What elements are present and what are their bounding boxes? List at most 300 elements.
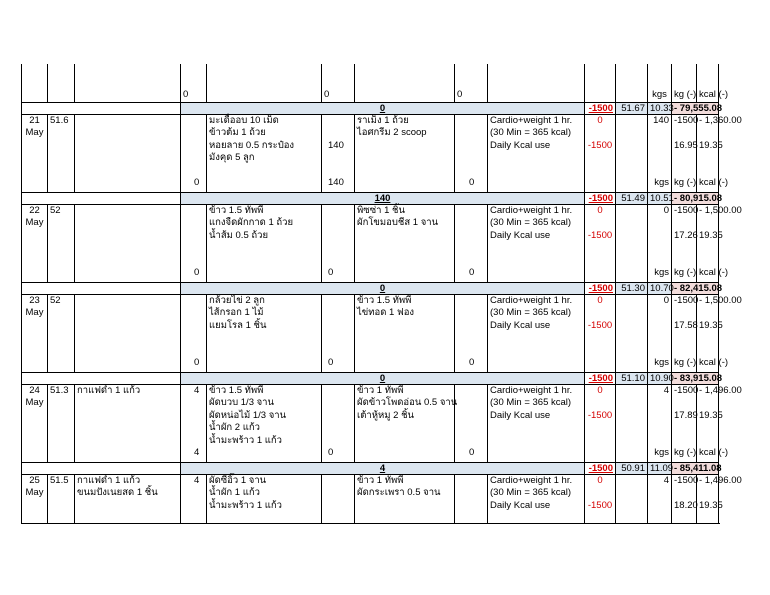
dinner-item: พิซซ่า 1 ชิ้น (357, 205, 405, 216)
kcal-deficit: -1500 (674, 385, 699, 396)
cell-line: kg (-) (674, 88, 697, 100)
lunch-item: น้ำมะพร้าว 1 แก้ว (209, 434, 282, 446)
kcal-cell (697, 115, 742, 193)
cell-line (674, 152, 694, 164)
kcal-in: 4 (663, 475, 669, 486)
summary-blank (22, 463, 181, 475)
date-cell (22, 475, 48, 524)
kg-per-day: 17.26 (674, 229, 698, 241)
cell-line (328, 205, 352, 217)
cell-line (674, 422, 694, 434)
exercise-kcal: 0 (597, 295, 603, 306)
summary-blank (22, 103, 181, 115)
lunch-item: ข้าว 1.5 ทัพพี (209, 385, 264, 396)
dinner-cell (355, 115, 455, 193)
lunch-item: มะเดื่ออบ 10 เม็ด (209, 115, 279, 126)
dinner-item: ข้าว 1 ทัพพี (357, 475, 404, 486)
cell-line (699, 217, 716, 229)
dinner-cell (355, 205, 455, 283)
kcal-net: - 1,500.00 (699, 295, 742, 306)
kcal-rate: 19.35 (699, 409, 723, 421)
date-cell (22, 115, 48, 193)
dinner-total-value: 0 (469, 176, 475, 188)
kcal-unit: kcal (-) (699, 266, 729, 278)
cell-line (328, 332, 352, 344)
breakfast-cell (75, 475, 181, 524)
cell-line (194, 242, 204, 254)
kcal-cell (697, 295, 742, 373)
cell-line (650, 64, 669, 76)
lunch-total (322, 385, 355, 463)
dinner-cell (355, 475, 455, 524)
exercise-cell (488, 295, 585, 373)
cell-line (324, 76, 352, 88)
kgs-cell (648, 295, 672, 373)
weight-cell (48, 295, 75, 373)
cell-line (650, 422, 669, 434)
cell-line (328, 345, 352, 357)
lunch-total-value: 0 (328, 446, 334, 458)
weight-value: 51.3 (50, 385, 69, 396)
cell-line: kgs (652, 88, 667, 100)
cell-line (699, 487, 716, 499)
dinner-total (455, 295, 488, 373)
breakfast-total (181, 475, 207, 524)
cell-line (469, 217, 485, 229)
lunch-total (322, 64, 355, 103)
cell-line (469, 397, 485, 409)
summary-kgs: 50.91 (616, 463, 648, 475)
cell-line (194, 165, 204, 177)
cell-line (469, 165, 485, 177)
dinner-item: ข้าว 1 ทัพพี (357, 385, 404, 396)
cell-line (650, 332, 669, 344)
cell-line (469, 295, 485, 307)
kg-per-day: 17.89 (674, 409, 698, 421)
cell-line (674, 127, 694, 139)
summary-total-band: 4 (181, 463, 585, 475)
lunch-item: น้ำผัก 2 แก้ว (209, 422, 260, 434)
cell-line (457, 76, 485, 88)
cell-line (650, 152, 669, 164)
summary-kgs: 51.10 (616, 373, 648, 385)
empty-cell (616, 385, 648, 463)
kcal-rate: 19.35 (699, 139, 723, 151)
exercise-value (585, 64, 616, 103)
summary-total-band: 0 (181, 283, 585, 295)
cell-line (650, 307, 669, 319)
cell-line: kcal (-) (699, 88, 729, 100)
lunch-item: ข้าวต้ม 1 ถ้วย (209, 127, 266, 139)
cell-line (328, 230, 352, 242)
kcal-net: - 1,360.00 (699, 115, 742, 126)
cell-line (650, 435, 669, 447)
cell-line (674, 217, 694, 229)
exercise-cell (488, 115, 585, 193)
cell-line (699, 152, 716, 164)
breakfast-total-value: 4 (194, 446, 200, 458)
cell-line (699, 332, 716, 344)
breakfast-total-value: 0 (194, 176, 200, 188)
cell-line (587, 217, 613, 229)
cell-line (328, 152, 352, 164)
cell-line (194, 345, 204, 357)
breakfast-cell (75, 64, 181, 103)
cell-line (469, 205, 485, 217)
cell-line (194, 410, 204, 422)
cell-line (699, 255, 716, 267)
exercise-line: (30 Min = 365 kcal) (490, 217, 572, 229)
breakfast-item: กาแฟดำ 1 แก้ว (77, 475, 141, 486)
day-number: 22 (29, 205, 40, 216)
dinner-item: ผักโขมอบชีส 1 จาน (357, 217, 439, 229)
kcal-unit: kcal (-) (699, 446, 729, 458)
kgs-unit: kgs (654, 266, 669, 278)
kg-unit (672, 64, 697, 103)
cell-line (194, 435, 204, 447)
cell-line (650, 76, 669, 88)
cell-line (324, 64, 352, 76)
cell-line (469, 242, 485, 254)
kcal-in: 0 (663, 295, 669, 306)
dinner-total-value: 0 (469, 446, 475, 458)
breakfast-cell (75, 295, 181, 373)
day-row (22, 475, 719, 524)
exercise-line: Cardio+weight 1 hr. (490, 295, 573, 306)
exercise-kcal: 0 (597, 475, 603, 486)
lunch-total (322, 205, 355, 283)
cell-line (650, 397, 669, 409)
exercise-line: Cardio+weight 1 hr. (490, 205, 573, 216)
cell-line (699, 127, 716, 139)
lunch-cell (207, 64, 322, 103)
cell-line (674, 345, 694, 357)
exercise-line: Daily Kcal use (490, 409, 551, 421)
cell-line (194, 127, 204, 139)
cell-line (650, 500, 669, 512)
day-row (22, 295, 719, 373)
cell-line (650, 127, 669, 139)
kcal-net: - 1,496.00 (699, 475, 742, 486)
cell-line (587, 397, 613, 409)
cell-line (469, 385, 485, 397)
day-number: 24 (29, 385, 40, 396)
exercise-value (585, 475, 616, 524)
cell-line (469, 410, 485, 422)
breakfast-total (181, 115, 207, 193)
exercise-line: Daily Kcal use (490, 499, 551, 511)
cell-line (194, 217, 204, 229)
dinner-cell (355, 385, 458, 463)
breakfast-total-value: 0 (194, 356, 200, 368)
cell-line (194, 307, 204, 319)
lunch-item: น้ำผัก 1 แก้ว (209, 487, 260, 499)
cell-line (699, 397, 716, 409)
summary-kcal: - 83,915.08 (672, 373, 719, 385)
breakfast-cell (75, 205, 181, 283)
exercise-kcal: 0 (597, 385, 603, 396)
cell-line (469, 152, 485, 164)
cell-line (194, 115, 204, 127)
empty-cell (616, 64, 648, 103)
summary-kgs: 51.49 (616, 193, 648, 205)
cell-line (469, 435, 485, 447)
breakfast-item: กาแฟดำ 1 แก้ว (77, 385, 141, 396)
empty-cell (616, 475, 648, 524)
lunch-total-value: 0 (328, 266, 334, 278)
summary-total-band: 140 (181, 193, 585, 205)
dinner-item: ผัดข้าวโพดอ่อน 0.5 จาน (357, 397, 458, 409)
day-number: 25 (29, 475, 40, 486)
weight-cell (48, 385, 75, 463)
day-row (22, 205, 719, 283)
cell-line (328, 435, 352, 447)
kgs-unit: kgs (654, 356, 669, 368)
cell-line (469, 307, 485, 319)
daily-summary-row (22, 283, 719, 295)
cell-line (194, 140, 204, 152)
lunch-total (322, 295, 355, 373)
exercise-line: (30 Min = 365 kcal) (490, 487, 572, 499)
kg-cell (672, 475, 697, 524)
dinner-item: เต้าหู้หมู 2 ชิ้น (357, 409, 415, 421)
summary-total-band: 0 (181, 373, 585, 385)
day-number: 21 (29, 115, 40, 126)
lunch-item: มังคุด 5 ลูก (209, 152, 255, 164)
lunch-item: น้ำมะพร้าว 1 แก้ว (209, 499, 282, 511)
breakfast-total (181, 295, 207, 373)
top-partial-row (22, 64, 719, 103)
month-label: May (25, 127, 44, 139)
cell-line (328, 397, 352, 409)
lunch-item: ผัดหน่อไม้ 1/3 จาน (209, 409, 287, 421)
cell-line (194, 255, 204, 267)
dinner-total-value: 0 (469, 266, 475, 278)
exercise-line: Daily Kcal use (490, 229, 551, 241)
daily-summary-row (22, 463, 719, 475)
breakfast-kcal: 4 (194, 475, 200, 486)
summary-kcal: - 80,915.08 (672, 193, 719, 205)
cell-line (699, 76, 716, 88)
cell-line (469, 115, 485, 127)
breakfast-total (181, 385, 207, 463)
kg-unit: kg (-) (674, 356, 697, 368)
kcal-deficit: -1500 (674, 475, 699, 486)
cell-line (469, 255, 485, 267)
exercise-kcal: 0 (597, 115, 603, 126)
cell-line (674, 487, 694, 499)
breakfast-total-value: 0 (194, 266, 200, 278)
kgs-unit (648, 64, 672, 103)
weight-cell (48, 115, 75, 193)
summary-blank (22, 193, 181, 205)
cell-line (194, 320, 204, 332)
cell-line (469, 422, 485, 434)
exercise-line: (30 Min = 365 kcal) (490, 397, 572, 409)
weight-cell (48, 205, 75, 283)
cell-line (328, 307, 352, 319)
cell-line (674, 397, 694, 409)
cell-line (650, 217, 669, 229)
kcal-in: 4 (663, 385, 669, 396)
cell-line (328, 422, 352, 434)
cell-line (674, 332, 694, 344)
exercise-line: Daily Kcal use (490, 139, 551, 151)
cell-line (699, 307, 716, 319)
weight-value: 51.6 (50, 115, 69, 126)
kgs-cell (648, 385, 672, 463)
empty-cell (616, 205, 648, 283)
cell-line (650, 487, 669, 499)
cell-line (650, 410, 669, 422)
diet-log-sheet (21, 64, 742, 524)
empty-cell (616, 115, 648, 193)
daily-kcal-use: -1500 (587, 499, 613, 511)
exercise-value (585, 115, 616, 193)
cell-line (194, 295, 204, 307)
summary-kg: 10.70 (648, 283, 672, 295)
cell-line (194, 152, 204, 164)
kg-unit: kg (-) (674, 446, 697, 458)
daily-summary-row (22, 373, 719, 385)
daily-kcal-use: -1500 (587, 229, 613, 241)
exercise-kcal: 0 (597, 205, 603, 216)
kcal-in: 0 (663, 205, 669, 216)
cell-line (674, 242, 694, 254)
cell-line (328, 320, 352, 332)
cell-line (183, 64, 204, 76)
dinner-item: ข้าว 1.5 ทัพพี (357, 295, 412, 306)
summary-kg: 10.33 (648, 103, 672, 115)
lunch-kcal: 140 (328, 139, 344, 151)
dinner-item: ราเม็ง 1 ถ้วย (357, 115, 409, 126)
summary-deficit: -1500 (585, 463, 616, 475)
kg-cell (672, 385, 697, 463)
cell-line (674, 255, 694, 267)
cell-line (328, 295, 352, 307)
exercise-value (585, 385, 616, 463)
cell-line (699, 422, 716, 434)
dinner-total-value: 0 (469, 356, 475, 368)
kcal-cell (697, 475, 742, 524)
exercise-cell (488, 475, 585, 524)
lunch-total (322, 115, 355, 193)
kg-cell (672, 205, 697, 283)
kcal-rate: 19.35 (699, 229, 723, 241)
kcal-deficit: -1500 (674, 205, 699, 216)
summary-kcal: - 79,555.08 (672, 103, 719, 115)
kcal-net: - 1,496.00 (699, 385, 742, 396)
cell-line (194, 332, 204, 344)
cell-line (194, 230, 204, 242)
date-cell (22, 205, 48, 283)
exercise-cell (488, 205, 585, 283)
cell-line (328, 165, 352, 177)
summary-kgs: 51.30 (616, 283, 648, 295)
summary-deficit: -1500 (585, 283, 616, 295)
lunch-item: ไส้กรอก 1 ไม้ (209, 307, 264, 319)
cell-line: 0 (183, 88, 189, 100)
cell-line (587, 307, 613, 319)
cell-line (328, 127, 352, 139)
dinner-total (455, 115, 488, 193)
cell-line (650, 230, 669, 242)
cell-line (699, 64, 716, 76)
summary-deficit: -1500 (585, 103, 616, 115)
cell-line (328, 242, 352, 254)
kcal-net: - 1,500.00 (699, 205, 742, 216)
lunch-total-value: 0 (328, 356, 334, 368)
lunch-item: ข้าว 1.5 ทัพพี (209, 205, 264, 216)
kcal-rate: 19.35 (699, 319, 723, 331)
summary-deficit: -1500 (585, 373, 616, 385)
summary-kg: 10.90 (648, 373, 672, 385)
dinner-item: ผัดกระเพรา 0.5 จาน (357, 487, 441, 499)
cell-line: 0 (324, 88, 330, 100)
cell-line (587, 127, 613, 139)
summary-kgs: 51.67 (616, 103, 648, 115)
summary-total-band: 0 (181, 103, 585, 115)
date-cell (22, 64, 48, 103)
kg-per-day: 17.58 (674, 319, 698, 331)
lunch-total-value: 140 (328, 176, 344, 188)
lunch-cell (207, 385, 322, 463)
weight-value: 52 (50, 295, 61, 306)
empty-cell (616, 295, 648, 373)
dinner-item: ไอศกรีม 2 scoop (357, 127, 427, 139)
kg-unit: kg (-) (674, 266, 697, 278)
cell-line (183, 76, 204, 88)
breakfast-item: ขนมปังเนยสด 1 ชิ้น (77, 487, 158, 499)
daily-kcal-use: -1500 (587, 319, 613, 331)
date-cell (22, 385, 48, 463)
cell-line (328, 115, 352, 127)
lunch-item: หอยลาย 0.5 กระป๋อง (209, 139, 295, 151)
summary-blank (22, 373, 181, 385)
kgs-cell (648, 115, 672, 193)
cell-line (194, 397, 204, 409)
kcal-rate: 19.35 (699, 499, 723, 511)
cell-line (650, 165, 669, 177)
cell-line (699, 165, 716, 177)
month-label: May (25, 307, 44, 319)
month-label: May (25, 397, 44, 409)
lunch-item: แยมโรล 1 ชิ้น (209, 319, 267, 331)
daily-kcal-use: -1500 (587, 139, 613, 151)
dinner-total (455, 205, 488, 283)
lunch-cell (207, 115, 322, 193)
kg-per-day: 18.20 (674, 499, 698, 511)
kcal-unit (697, 64, 729, 103)
kcal-unit: kcal (-) (699, 176, 729, 188)
weight-cell (48, 475, 75, 524)
summary-kcal: - 85,411.08 (672, 463, 719, 475)
lunch-total (322, 475, 355, 524)
lunch-item: กล้วยไข่ 2 ลูก (209, 295, 265, 306)
dinner-item: ไข่ทอด 1 ฟอง (357, 307, 415, 319)
dinner-total (455, 385, 488, 463)
lunch-cell (207, 205, 322, 283)
date-cell (22, 295, 48, 373)
kcal-deficit: -1500 (674, 295, 699, 306)
dinner-total (455, 475, 488, 524)
breakfast-total (181, 64, 207, 103)
lunch-item: ผัดซีอิ๊ว 1 จาน (209, 475, 267, 486)
kcal-cell (697, 205, 742, 283)
kcal-cell (697, 385, 742, 463)
lunch-item: แกงจืดผักกาด 1 ถ้วย (209, 217, 294, 229)
cell-line (650, 242, 669, 254)
